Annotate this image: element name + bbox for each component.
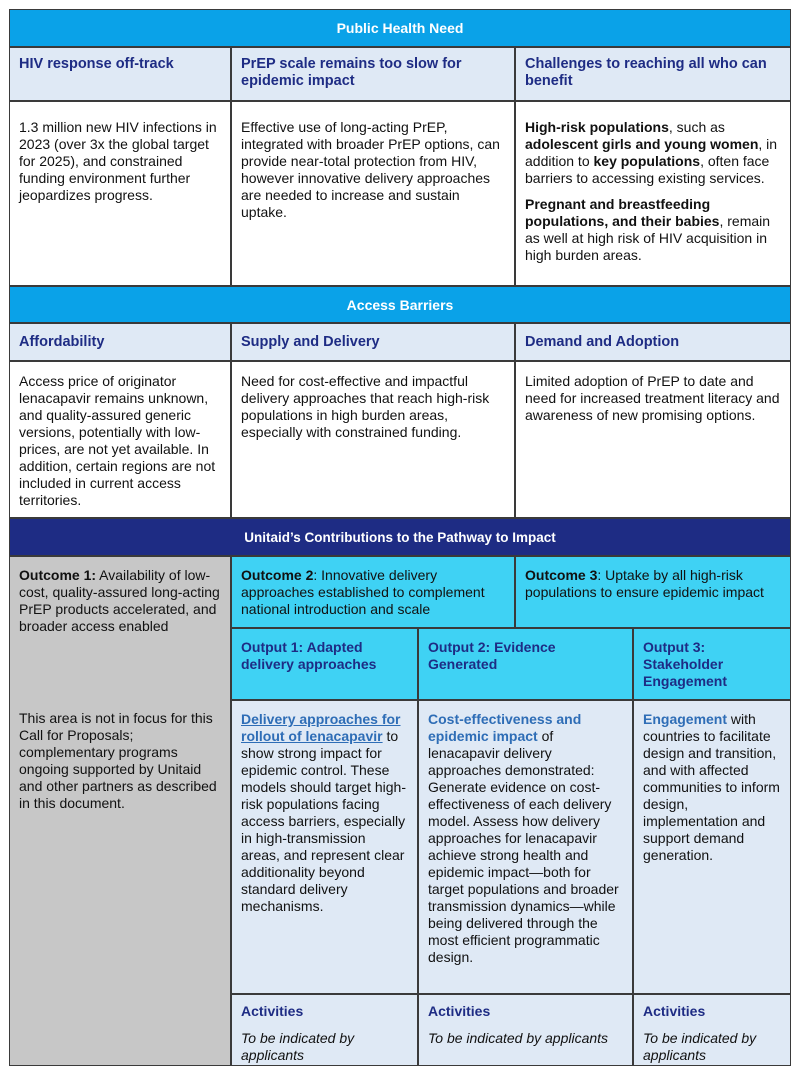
- emphasis-text: Pregnant and breastfeeding populations, and their babies: [525, 196, 720, 229]
- activities-output-3: [633, 994, 791, 1066]
- band-title: Unitaid’s Contributions to the Pathway to Impact: [244, 529, 556, 545]
- output-3-body: [633, 700, 791, 994]
- outcome-label: Outcome 2: [241, 567, 314, 583]
- emphasis-text: key populations: [593, 153, 701, 169]
- outcome-1-note: This area is not in focus for this Call for Proposals; complementary programs ongoing supported by Unitaid and other partners as described in this document.: [19, 710, 217, 811]
- ph-header-hiv-response: [9, 47, 231, 101]
- output-lead: Delivery approaches for rollout of lenacapavir: [241, 711, 401, 744]
- output-1-body: [231, 700, 418, 994]
- header-text: Output 3: Stakeholder Engagement: [643, 639, 728, 689]
- activities-text: To be indicated by applicants: [241, 1030, 355, 1063]
- output-description: with countries to facilitate design and transition, and with affected communities to inform design, implementation and support demand generation.: [643, 711, 780, 863]
- ph-body-prep-scale: [231, 101, 515, 286]
- outcome-3-panel: [515, 556, 791, 628]
- body-text: 1.3 million new HIV infections in 2023 (over 3x the global target for 2025), and constrained funding environment further jeopardizes progress.: [19, 119, 217, 203]
- challenges-paragraph-1: [525, 119, 781, 187]
- outcome-description: : Innovative delivery approaches established to complement national introduction and scale: [241, 567, 485, 617]
- body-text: Access price of originator lenacapavir remains unknown, and quality-assured generic versions, potentially with low-prices, are not yet available. In addition, certain regions are not included in current access territories.: [19, 373, 216, 508]
- ab-header-affordability: [9, 323, 231, 361]
- access-barriers-band: [9, 286, 791, 323]
- output-lead: Engagement: [643, 711, 728, 727]
- outcome-label: Outcome 1:: [19, 567, 97, 583]
- emphasis-text: adolescent girls and young women: [525, 136, 759, 152]
- ab-header-demand-adoption: [515, 323, 791, 361]
- band-title: Access Barriers: [346, 296, 454, 313]
- body-text: Effective use of long-acting PrEP, integrated with broader PrEP options, can provide near-total protection from HIV, however innovative delivery approaches are needed to increase and sustain uptake.: [241, 119, 500, 220]
- band-title: Public Health Need: [336, 20, 464, 36]
- activities-title: Activities: [643, 1003, 706, 1019]
- output-2-header: [418, 628, 633, 700]
- outcome-1-text: [19, 567, 221, 635]
- ph-body-hiv-response: [9, 101, 231, 286]
- ab-header-supply-delivery: [231, 323, 515, 361]
- ab-body-supply-delivery: [231, 361, 515, 518]
- body-text: , in addition to: [525, 136, 778, 169]
- output-description: of lenacapavir delivery approaches demonstrated: Generate evidence on cost-effectiveness of each delivery model. Assess how delivery approaches for lenacapavir achieve strong health and epidemic impact—both for target populations and broader transmission dynamics—while being delivered through the most efficient programmatic design.: [428, 728, 619, 965]
- output-3-header: [633, 628, 791, 700]
- header-text: Supply and Delivery: [241, 334, 380, 350]
- header-text: HIV response off-track: [19, 56, 174, 72]
- output-1-header: [231, 628, 418, 700]
- ph-header-challenges: [515, 47, 791, 101]
- challenges-paragraph-2: [525, 196, 781, 264]
- ph-header-prep-scale: [231, 47, 515, 101]
- outcome-description: Availability of low-cost, quality-assured long-acting PrEP products accelerated, and broader access enabled: [19, 567, 220, 634]
- header-text: Affordability: [19, 334, 105, 350]
- activities-output-2: [418, 994, 633, 1066]
- activities-title: Activities: [241, 1003, 304, 1019]
- ab-body-demand-adoption: [515, 361, 791, 518]
- activities-text: To be indicated by applicants: [428, 1030, 609, 1046]
- body-text: , often face barriers to accessing existing services.: [525, 153, 770, 186]
- header-text: PrEP scale remains too slow for epidemic impact: [241, 56, 462, 89]
- body-text: , such as: [668, 119, 725, 135]
- header-text: Demand and Adoption: [525, 334, 680, 350]
- header-text: Output 2: Evidence Generated: [428, 639, 556, 672]
- outcome-label: Outcome 3: [525, 567, 598, 583]
- activities-output-1: [231, 994, 418, 1066]
- contributions-band: [9, 518, 791, 556]
- header-text: Output 1: Adapted delivery approaches: [241, 639, 377, 672]
- body-text: Need for cost-effective and impactful delivery approaches that reach high-risk populations in high burden areas, especially with constrained funding.: [241, 373, 490, 440]
- body-text: Limited adoption of PrEP to date and need for increased treatment literacy and awareness of new promising options.: [525, 373, 780, 423]
- output-description: to show strong impact for epidemic control. These models should target high-risk populations facing access barriers, especially in high-transmission areas, and represent clear additionality beyond standard delivery mechanisms.: [241, 728, 406, 914]
- activities-text: To be indicated by applicants: [643, 1030, 757, 1063]
- outcome-2-panel: [231, 556, 515, 628]
- emphasis-text: High-risk populations: [525, 119, 669, 135]
- header-text: Challenges to reaching all who can benefit: [525, 56, 767, 89]
- body-text: , remain as well at high risk of HIV acquisition in high burden areas.: [525, 213, 771, 263]
- outcome-description: : Uptake by all high-risk populations to ensure epidemic impact: [525, 567, 764, 600]
- outcome-1-panel: [9, 556, 231, 1066]
- ab-body-affordability: [9, 361, 231, 518]
- public-health-need-band: [9, 9, 791, 47]
- ph-body-challenges: [515, 101, 791, 286]
- output-2-body: [418, 700, 633, 994]
- output-lead: Cost-effectiveness and epidemic impact: [428, 711, 582, 744]
- activities-title: Activities: [428, 1003, 491, 1019]
